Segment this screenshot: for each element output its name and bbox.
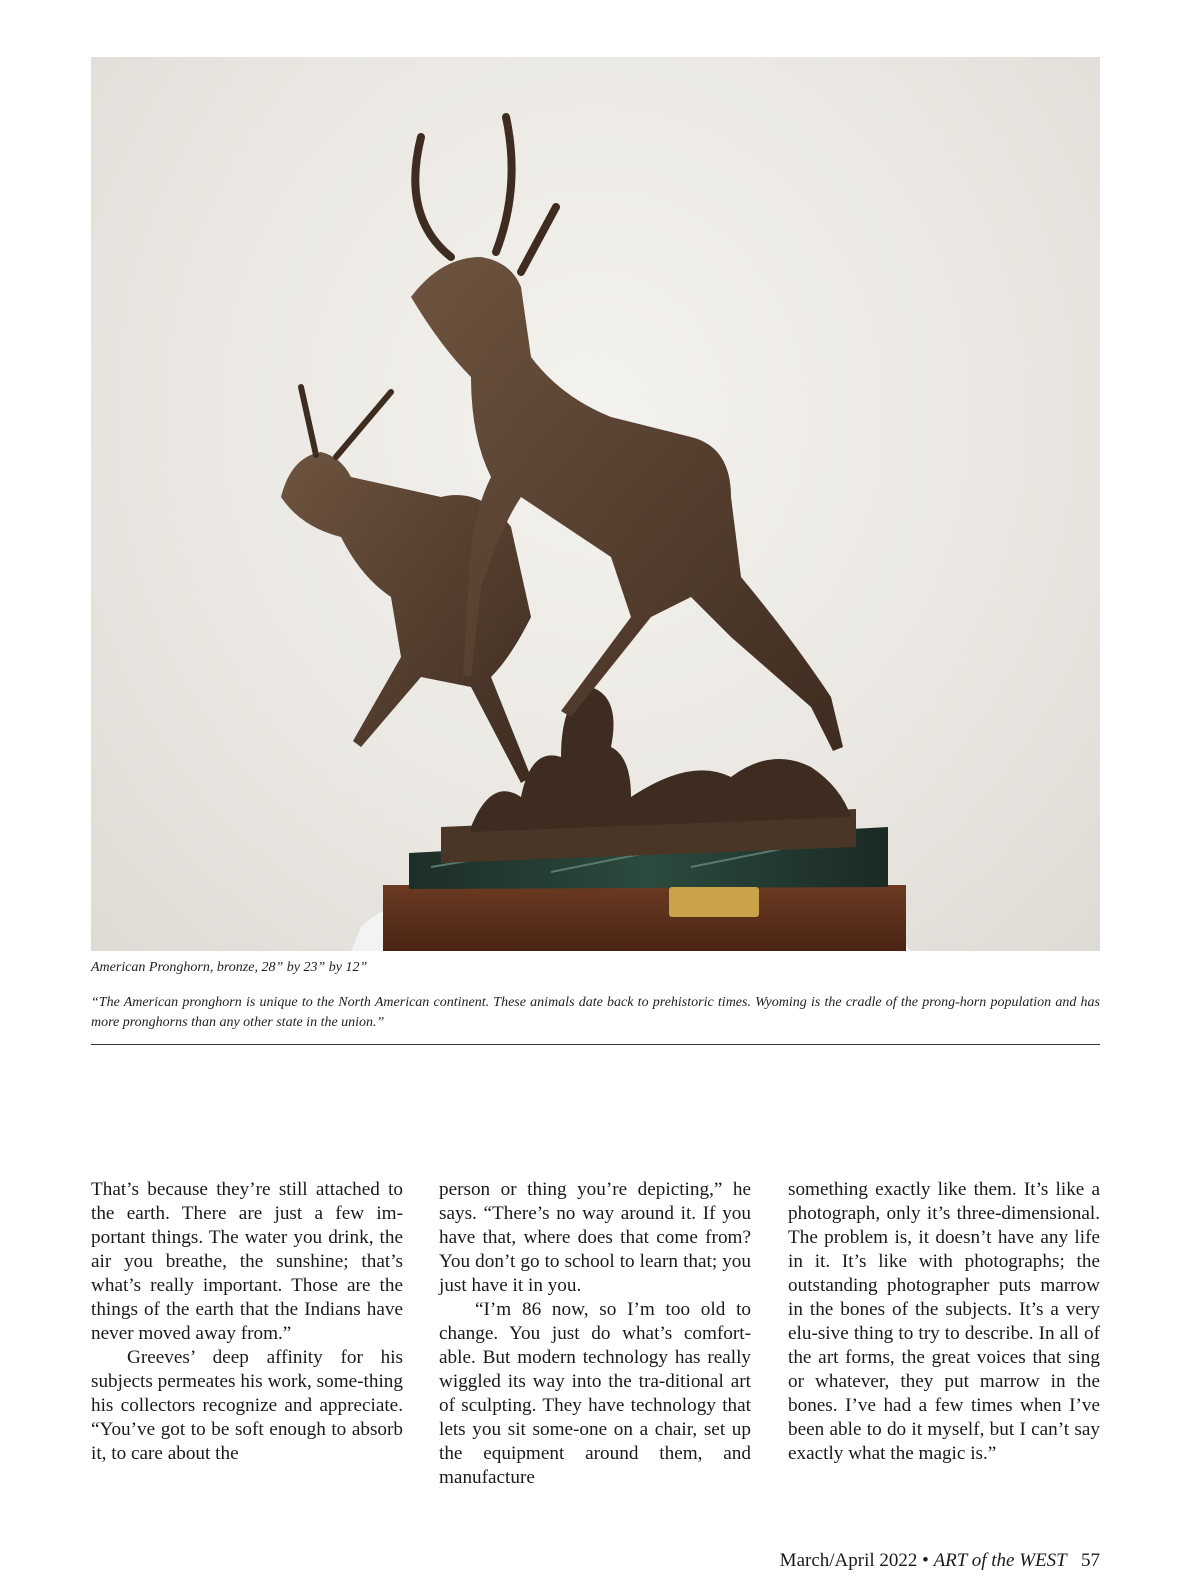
figure-caption-title: American Pronghorn, bronze, 28” by 23” by 12” bbox=[91, 960, 368, 975]
figure-caption-quote: “The American pronghorn is unique to the North American continent. These animals date back to prehistoric times. Wyoming is the cradle of the prong-horn population and has more pronghorns than any other state in the union.” bbox=[91, 995, 1100, 1030]
page-footer bbox=[780, 1550, 1100, 1572]
text-column-2 bbox=[439, 1178, 751, 1490]
text-column-1 bbox=[91, 1178, 403, 1466]
bronze-pronghorn-sculpture-icon bbox=[91, 57, 1100, 951]
paragraph: “I’m 86 now, so I’m too old to change. You just do what’s comfort-able. But modern technology has really wiggled its way into the tra-ditional art of sculpting. They have technology that lets you sit some-one on a chair, set up the equipment around them, and manufacture bbox=[439, 1299, 751, 1488]
paragraph: person or thing you’re depicting,” he says. “There’s no way around it. If you have that, where does that come from? You don’t go to school to learn that; you just have it in you. bbox=[439, 1179, 751, 1296]
page-number: 57 bbox=[1081, 1550, 1100, 1571]
sculpture-photo bbox=[91, 57, 1100, 951]
caption-divider bbox=[91, 1044, 1100, 1045]
paragraph: something exactly like them. It’s like a photograph, only it’s three-dimensional. The problem is, it doesn’t have any life in it. It’s like with photographs; the outstanding photographer puts marrow in the bones of the subjects. It’s a very elu-sive thing to try to describe. In all of the art forms, the great voices that sing or whatever, they put marrow in the bones. I’ve had a few times when I’ve been able to do it myself, but I can’t say exactly what the magic is.” bbox=[788, 1179, 1100, 1464]
paragraph: Greeves’ deep affinity for his subjects permeates his work, some-thing his collectors recognize and appreciate. “You’ve got to be soft enough to absorb it, to care about the bbox=[91, 1347, 403, 1464]
text-column-3 bbox=[788, 1178, 1100, 1466]
publication-name: ART of the WEST bbox=[933, 1550, 1067, 1571]
issue-date: March/April 2022 bbox=[779, 1550, 918, 1571]
paragraph: That’s because they’re still attached to the earth. There are just a few im-portant things. The water you drink, the air you breathe, the sunshine; that’s what’s really important. Those are the things of the earth that the Indians have never moved away from.” bbox=[91, 1179, 403, 1344]
footer-separator: • bbox=[922, 1550, 929, 1571]
